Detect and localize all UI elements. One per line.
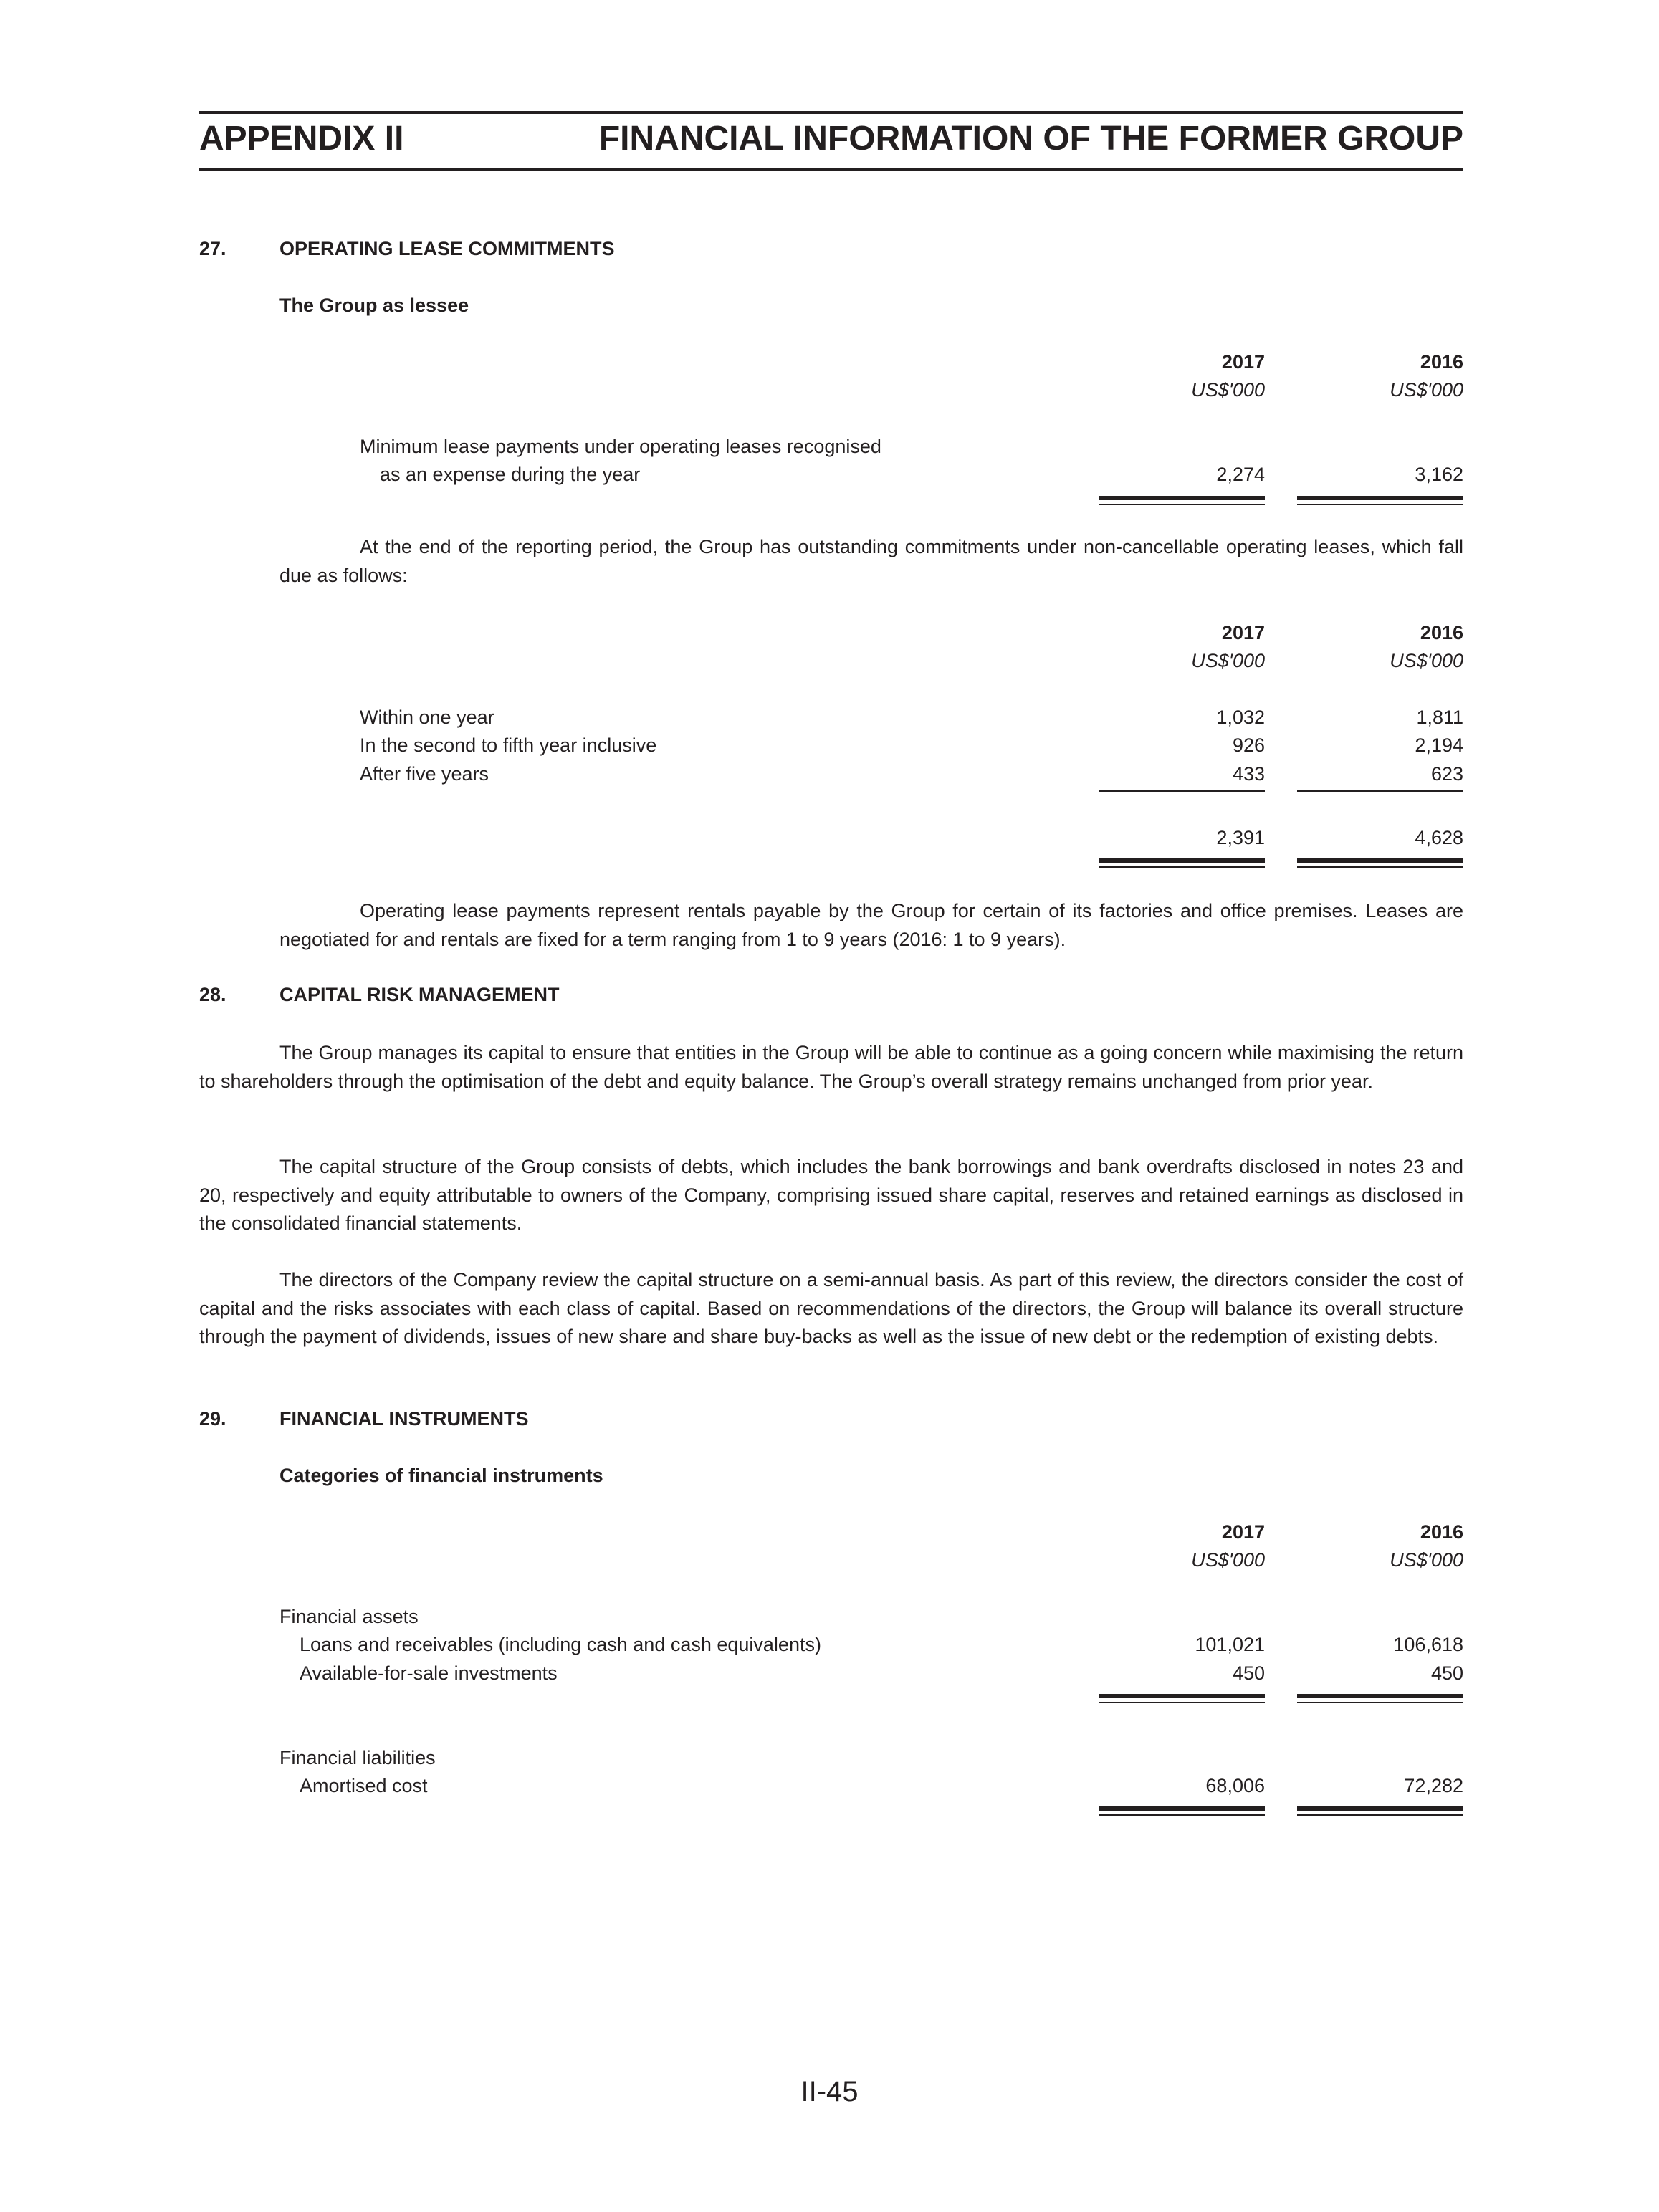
double-underline xyxy=(1297,858,1463,863)
table3-row-value-2016: 72,282 xyxy=(1404,1775,1463,1796)
subtotal-underline xyxy=(1297,790,1463,792)
table3-row-value-2017: 101,021 xyxy=(1195,1634,1265,1655)
table2-unit-2017: US$'000 xyxy=(1191,650,1265,671)
double-underline xyxy=(1099,1814,1265,1816)
page-number: II-45 xyxy=(800,2076,859,2107)
double-underline xyxy=(1099,496,1265,500)
section-29-subtitle: Categories of financial instruments xyxy=(279,1465,603,1486)
double-underline xyxy=(1297,504,1463,505)
table2-row-label: In the second to fifth year inclusive xyxy=(360,734,657,756)
section-29-title: FINANCIAL INSTRUMENTS xyxy=(279,1408,529,1430)
table3-year-2016: 2016 xyxy=(1420,1521,1463,1543)
table3-row-value-2017: 68,006 xyxy=(1205,1775,1265,1796)
table1-unit-2016: US$'000 xyxy=(1390,379,1463,401)
double-underline xyxy=(1297,1806,1463,1811)
table2-year-2017: 2017 xyxy=(1221,622,1265,643)
table3-row-label: Loans and receivables (including cash and cash equivalents) xyxy=(300,1634,821,1655)
section-27-subtitle: The Group as lessee xyxy=(279,295,469,316)
table3-unit-2017: US$'000 xyxy=(1191,1549,1265,1571)
double-underline xyxy=(1297,1694,1463,1698)
double-underline xyxy=(1297,1814,1463,1816)
table3-row-label: Amortised cost xyxy=(300,1775,428,1796)
subtotal-underline xyxy=(1099,790,1265,792)
header-bottom-rule xyxy=(199,168,1463,171)
financial-assets-heading: Financial assets xyxy=(279,1606,419,1627)
table2-row-label: Within one year xyxy=(360,707,494,728)
table1-year-2017: 2017 xyxy=(1221,351,1265,373)
section-27-title: OPERATING LEASE COMMITMENTS xyxy=(279,238,615,259)
double-underline xyxy=(1099,866,1265,868)
table2-row-value-2016: 1,811 xyxy=(1416,707,1463,728)
table2-row-value-2016: 2,194 xyxy=(1415,734,1463,756)
section-28-paragraph-1: The Group manages its capital to ensure that entities in the Group will be able to continue as a going concern while maximising the return to shareholders through the optimisation of the debt and equity balance. The Group’s overall strategy remains unchanged from prior year. xyxy=(199,1042,1463,1092)
section-29-number: 29. xyxy=(199,1408,226,1430)
section-28-paragraph-2: The capital structure of the Group consists of debts, which includes the bank borrowings and bank overdrafts disclosed in notes 23 and 20, respectively and equity attributable to owners of the Company, comprising issued share capital, reserves and retained earnings as disclosed in the consolidated financial statements. xyxy=(199,1156,1463,1234)
table1-row-label-line1: Minimum lease payments under operating leases recognised xyxy=(360,436,881,457)
double-underline xyxy=(1099,1702,1265,1703)
table3-row-label: Available-for-sale investments xyxy=(300,1662,558,1684)
table3-unit-2016: US$'000 xyxy=(1390,1549,1463,1571)
table2-row-label: After five years xyxy=(360,763,489,785)
double-underline xyxy=(1099,1806,1265,1811)
table3-row-value-2017: 450 xyxy=(1232,1662,1265,1684)
table2-row-value-2017: 1,032 xyxy=(1216,707,1265,728)
table1-value-2016: 3,162 xyxy=(1415,464,1463,485)
double-underline xyxy=(1297,866,1463,868)
header-appendix: APPENDIX II xyxy=(199,120,404,158)
table2-row-value-2016: 623 xyxy=(1430,763,1463,785)
table2-total-2016: 4,628 xyxy=(1415,827,1463,848)
table3-row-value-2016: 450 xyxy=(1430,1662,1463,1684)
double-underline xyxy=(1099,504,1265,505)
header-title: FINANCIAL INFORMATION OF THE FORMER GROUP xyxy=(598,120,1463,158)
double-underline xyxy=(1297,1702,1463,1703)
table1-row-label-line2: as an expense during the year xyxy=(380,464,641,485)
section-28-title: CAPITAL RISK MANAGEMENT xyxy=(279,984,560,1005)
double-underline xyxy=(1099,1694,1265,1698)
table3-row-value-2016: 106,618 xyxy=(1393,1634,1463,1655)
table1-value-2017: 2,274 xyxy=(1216,464,1265,485)
table2-total-2017: 2,391 xyxy=(1216,827,1265,848)
section-27-paragraph-1: At the end of the reporting period, the Group has outstanding commitments under non-cancellable operating leases, which fall due as follows: xyxy=(279,536,1463,586)
header-top-rule xyxy=(199,111,1463,114)
financial-liabilities-heading: Financial liabilities xyxy=(279,1747,436,1768)
double-underline xyxy=(1297,496,1463,500)
table2-row-value-2017: 433 xyxy=(1232,763,1265,785)
table1-year-2016: 2016 xyxy=(1420,351,1463,373)
double-underline xyxy=(1099,858,1265,863)
table1-unit-2017: US$'000 xyxy=(1191,379,1265,401)
section-27-number: 27. xyxy=(199,238,226,259)
table3-year-2017: 2017 xyxy=(1221,1521,1265,1543)
section-28-number: 28. xyxy=(199,984,226,1005)
table2-row-value-2017: 926 xyxy=(1232,734,1265,756)
table2-year-2016: 2016 xyxy=(1420,622,1463,643)
section-27-paragraph-2: Operating lease payments represent rentals payable by the Group for certain of its factories and office premises. Leases are negotiated for and rentals are fixed for a term ranging from 1 to 9 years (2016: 1 to 9 years). xyxy=(279,900,1463,950)
section-28-paragraph-3: The directors of the Company review the capital structure on a semi-annual basis. As part of this review, the directors consider the cost of capital and the risks associates with each class of capital. Based on recommendations of the directors, the Group will balance its overall structure through the payment of dividends, issues of new share and share buy-backs as well as the issue of new debt or the redemption of existing debts. xyxy=(199,1269,1463,1347)
table2-unit-2016: US$'000 xyxy=(1390,650,1463,671)
